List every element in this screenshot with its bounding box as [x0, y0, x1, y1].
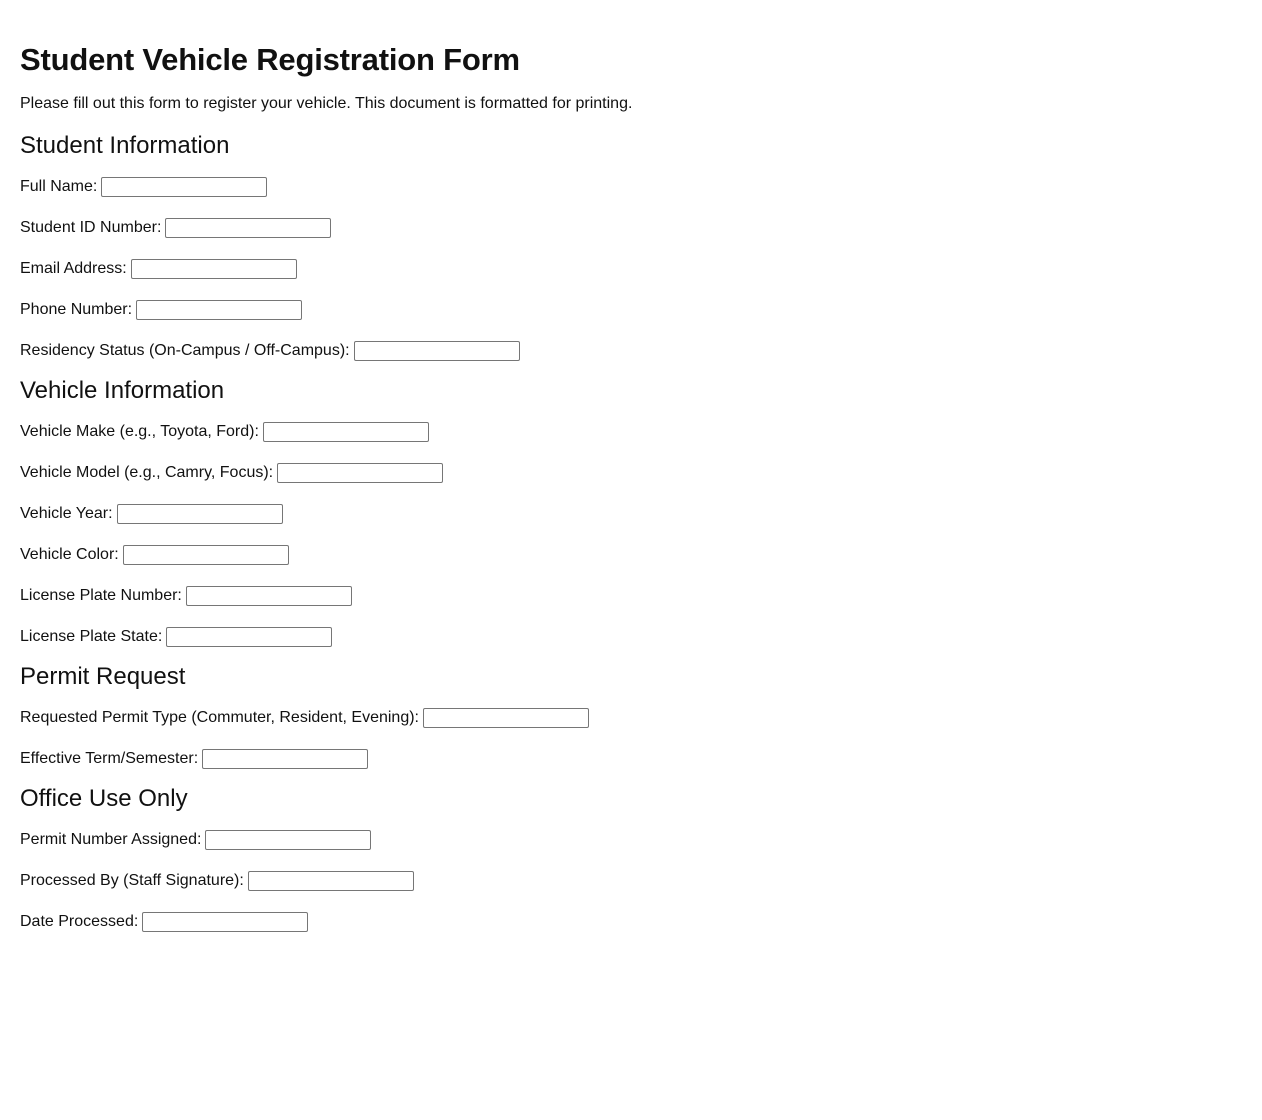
permit-type-label: Requested Permit Type (Commuter, Resident, Evening):	[20, 708, 419, 726]
page-title: Student Vehicle Registration Form	[20, 42, 520, 77]
section-heading: Vehicle Information	[20, 377, 225, 404]
field-row-permit-type	[20, 697, 1242, 738]
section-office-use-only	[20, 785, 1242, 942]
phone-label: Phone Number:	[20, 300, 133, 318]
vehicle-make-input[interactable]	[263, 422, 429, 442]
section-vehicle-information	[20, 377, 1242, 657]
email-input[interactable]	[131, 259, 297, 279]
section-student-information	[20, 132, 1242, 371]
intro-text: Please fill out this form to register your vehicle. This document is formatted for printing.	[20, 95, 633, 112]
field-row-processed-by	[20, 860, 1242, 901]
permit-number-label: Permit Number Assigned:	[20, 830, 202, 848]
field-row-phone	[20, 289, 1242, 330]
student-id-label: Student ID Number:	[20, 218, 162, 236]
license-plate-state-input[interactable]	[166, 627, 332, 647]
field-row-effective-term	[20, 738, 1242, 779]
processed-by-input[interactable]	[248, 871, 414, 891]
vehicle-color-input[interactable]	[123, 545, 289, 565]
field-row-student-id	[20, 207, 1242, 248]
permit-number-input[interactable]	[205, 830, 371, 850]
permit-type-input[interactable]	[423, 708, 589, 728]
field-row-date-processed	[20, 901, 1242, 942]
date-processed-label: Date Processed:	[20, 912, 139, 930]
full-name-input[interactable]	[101, 177, 267, 197]
vehicle-color-label: Vehicle Color:	[20, 545, 119, 563]
license-plate-number-label: License Plate Number:	[20, 586, 182, 604]
field-row-vehicle-make	[20, 411, 1242, 452]
residency-status-label: Residency Status (On-Campus / Off-Campus):	[20, 341, 350, 359]
full-name-label: Full Name:	[20, 177, 98, 195]
vehicle-model-input[interactable]	[277, 463, 443, 483]
license-plate-number-input[interactable]	[186, 586, 352, 606]
field-row-vehicle-model	[20, 452, 1242, 493]
field-row-license-plate-state	[20, 616, 1242, 657]
residency-status-input[interactable]	[354, 341, 520, 361]
vehicle-make-label: Vehicle Make (e.g., Toyota, Ford):	[20, 422, 259, 440]
vehicle-year-label: Vehicle Year:	[20, 504, 113, 522]
date-processed-input[interactable]	[142, 912, 308, 932]
phone-input[interactable]	[136, 300, 302, 320]
effective-term-label: Effective Term/Semester:	[20, 749, 199, 767]
field-row-full-name	[20, 166, 1242, 207]
section-heading: Office Use Only	[20, 785, 188, 812]
vehicle-year-input[interactable]	[117, 504, 283, 524]
field-row-vehicle-color	[20, 534, 1242, 575]
field-row-email	[20, 248, 1242, 289]
student-id-input[interactable]	[165, 218, 331, 238]
section-heading: Permit Request	[20, 663, 186, 690]
effective-term-input[interactable]	[202, 749, 368, 769]
email-label: Email Address:	[20, 259, 127, 277]
field-row-vehicle-year	[20, 493, 1242, 534]
field-row-residency-status	[20, 330, 1242, 371]
field-row-permit-number	[20, 819, 1242, 860]
license-plate-state-label: License Plate State:	[20, 627, 163, 645]
section-permit-request	[20, 663, 1242, 779]
vehicle-model-label: Vehicle Model (e.g., Camry, Focus):	[20, 463, 274, 481]
field-row-license-plate-number	[20, 575, 1242, 616]
section-heading: Student Information	[20, 132, 230, 159]
processed-by-label: Processed By (Staff Signature):	[20, 871, 244, 889]
